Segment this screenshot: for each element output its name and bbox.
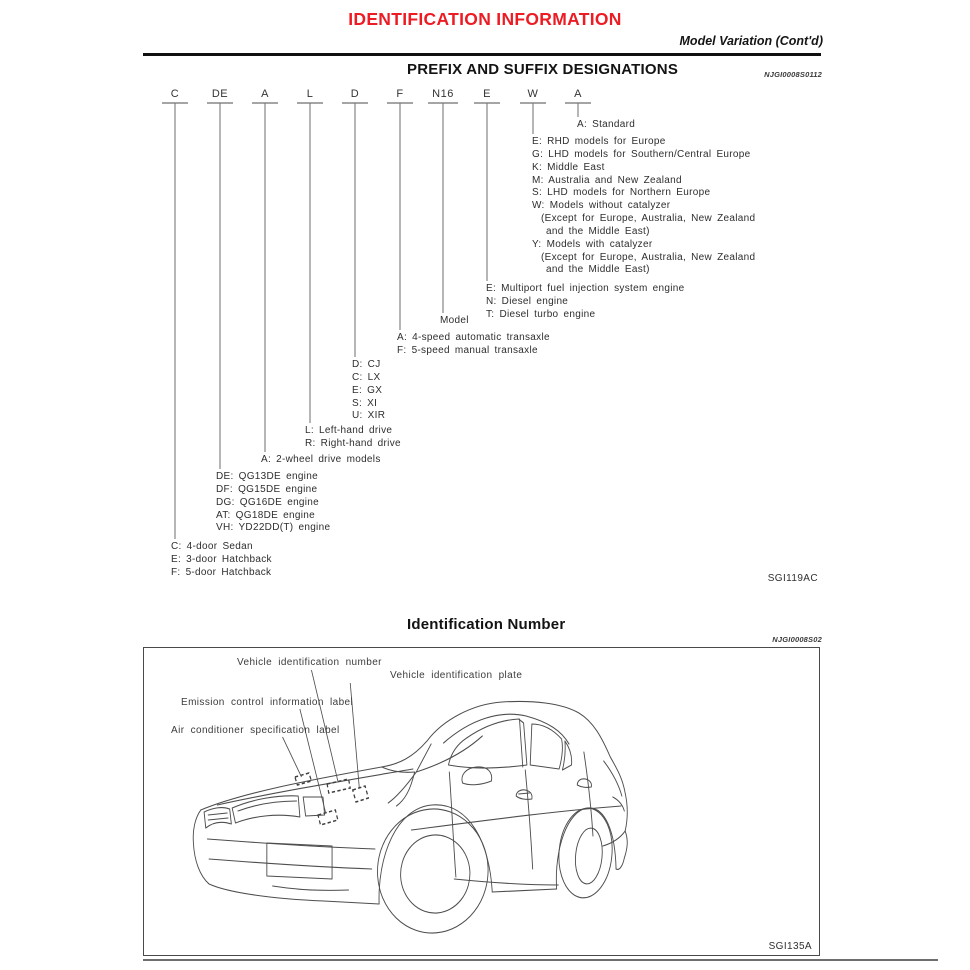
ac-leader [283, 737, 302, 777]
code-model: N16 [432, 88, 454, 100]
front-door-window [448, 719, 526, 768]
rocker-line [492, 889, 556, 892]
vin-callout-label: Vehicle identification number [237, 657, 382, 668]
footer-rule [143, 959, 938, 961]
front-door-cut [525, 770, 532, 869]
code-destination: W [527, 88, 539, 100]
ac-callout-label: Air conditioner specification label [171, 725, 340, 736]
grade-list: D: CJ C: LX E: GX S: XI U: XIR [352, 359, 386, 422]
tail-light [613, 797, 625, 811]
engine-code-list: DE: QG13DE engine DF: QG15DE engine DG: QG16DE engine AT: QG18DE engine VH: YD22DD(T) engine [216, 471, 331, 534]
destination-list: E: RHD models for Europe G: LHD models for Southern/Central Europe K: Middle East M: Australia and New Zealand S: LHD models for Northern Europe W: Models without catalyzer (Except for Europe, Australia, New Zealand and the Middle East) Y: Models with catalyzer (Except for Europe, Australia, New Zealand and the Middle East) [532, 136, 756, 276]
license-plate [267, 843, 332, 879]
rear-door-cut [584, 752, 593, 836]
grille-slat [208, 813, 227, 815]
page-title: IDENTIFICATION INFORMATION [348, 9, 622, 29]
body-style-list: C: 4-door Sedan E: 3-door Hatchback F: 5-door Hatchback [171, 541, 272, 578]
trunk-cut [604, 761, 622, 796]
emission-location-marker [318, 810, 338, 825]
prefix-section-heading: PREFIX AND SUFFIX DESIGNATIONS [407, 61, 679, 78]
car-front-face [193, 810, 379, 904]
side-mirror [462, 767, 492, 785]
code-body: C [170, 88, 180, 100]
b-pillar [519, 719, 522, 767]
prefix-ref-code: NJGI0008S0112 [764, 70, 822, 79]
model-label: Model [440, 315, 469, 326]
callout-leaders [283, 670, 360, 812]
quarter-window [562, 741, 571, 770]
code-engine-type: E [483, 88, 491, 100]
rear-rim [573, 826, 605, 885]
bumper-crease2 [209, 859, 372, 869]
id-figure-code: SGI135A [768, 941, 812, 952]
code-engine: DE [211, 88, 229, 100]
front-wheel-arch [379, 805, 492, 904]
transaxle-list: A: 4-speed automatic transaxle F: 5-speed manual transaxle [397, 332, 550, 356]
suffix-list: A: Standard [577, 119, 636, 130]
emission-callout-label: Emission control information label [181, 697, 354, 708]
code-steering: L [306, 88, 314, 100]
steering-list: L: Left-hand drive R: Right-hand drive [305, 425, 401, 449]
code-suffix: A [574, 88, 582, 100]
code-grade: D [350, 88, 360, 100]
front-tire [374, 804, 492, 937]
code-drivetrain: A [261, 88, 269, 100]
wiper-line [388, 772, 416, 803]
vin-plate-callout-label: Vehicle identification plate [390, 670, 523, 681]
engine-type-list: E: Multiport fuel injection system engine N: Diesel engine T: Diesel turbo engine [486, 283, 685, 320]
grille-slat2 [208, 818, 228, 820]
car-illustration [143, 647, 820, 956]
rear-bumper-edge [616, 831, 627, 869]
front-rim [398, 832, 472, 916]
page-subtitle: Model Variation (Cont'd) [679, 34, 823, 48]
front-door-handle [516, 790, 532, 800]
code-transaxle: F [396, 88, 404, 100]
drive-wheels-list: A: 2-wheel drive models [261, 454, 381, 465]
air-dam [273, 886, 349, 890]
hood-line [217, 769, 413, 805]
prefix-figure-code: SGI119AC [767, 573, 818, 584]
turn-signal [303, 797, 324, 816]
vin-location-marker [327, 779, 350, 793]
id-ref-code: NJGI0008S02 [772, 635, 822, 644]
vin-plate-location-marker [353, 786, 369, 802]
rear-tire [555, 804, 617, 901]
rear-door-handle [577, 779, 591, 788]
id-section-heading: Identification Number [407, 616, 566, 633]
